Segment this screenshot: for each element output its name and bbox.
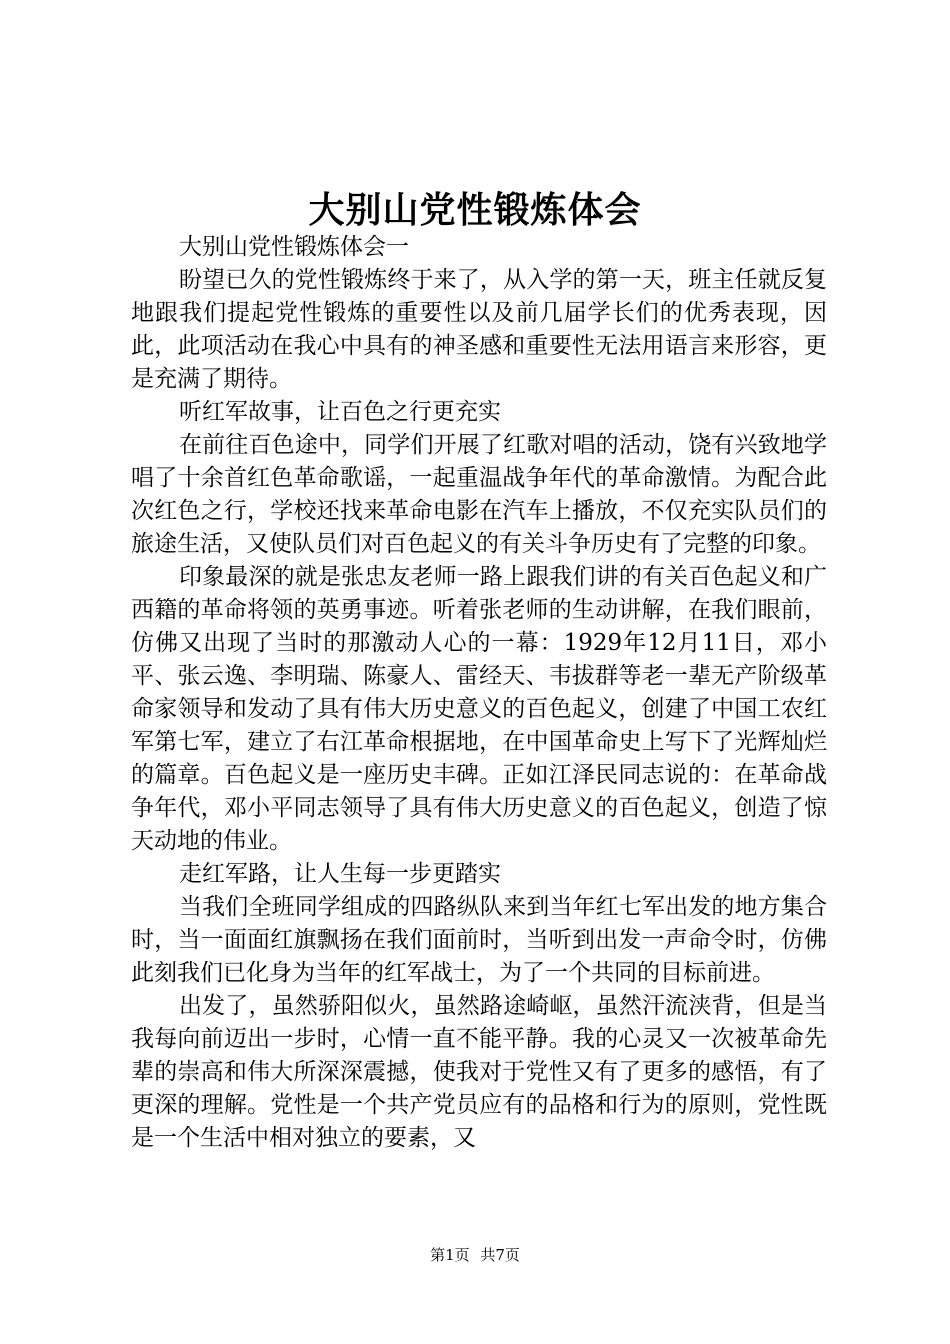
page-footer — [0, 1245, 950, 1265]
paragraph: 在前往百色途中，同学们开展了红歌对唱的活动，饶有兴致地学唱了十余首红色革命歌谣，一起重温战争年代的革命激情。为配合此次红色之行，学校还找来革命电影在汽车上播放，不仅充实队员们的旅途生活，又使队员们对百色起义的有关斗争历史有了完整的印象。 — [131, 432, 827, 557]
paragraph: 当我们全班同学组成的四路纵队来到当年红七军出发的地方集合时，当一面面红旗飘扬在我们面前时，当听到出发一声命令时，仿佛此刻我们已化身为当年的红军战士，为了一个共同的目标前进。 — [131, 894, 827, 986]
paragraph: 出发了，虽然骄阳似火，虽然路途崎岖，虽然汗流浃背，但是当我每向前迈出一步时，心情一直不能平静。我的心灵又一次被革命先辈的崇高和伟大所深深震撼，使我对于党性又有了更多的感悟，有了更深的理解。党性是一个共产党员应有的品格和行为的原则，党性既是一个生活中相对独立的要素，又 — [131, 993, 827, 1151]
document-title: 大别山党性锻炼体会 — [308, 189, 642, 231]
page-number: 第1页 — [430, 1246, 470, 1264]
document-body — [131, 231, 827, 1155]
page-total: 共7页 — [480, 1246, 520, 1264]
section-heading: 走红军路，让人生每一步更踏实 — [179, 861, 501, 887]
paragraph: 印象最深的就是张忠友老师一路上跟我们讲的有关百色起义和广西籍的革命将领的英勇事迹。听着张老师的生动讲解，在我们眼前，仿佛又出现了当时的那激动人心的一幕：1929年12月11日，邓小平、张云逸、李明瑞、陈豪人、雷经天、韦拔群等老一辈无产阶级革命家领导和发动了具有伟大历史意义的百色起义，创建了中国工农红军第七军，建立了右江革命根据地，在中国革命史上写下了光辉灿烂的篇章。百色起义是一座历史丰碑。正如江泽民同志说的：在革命战争年代，邓小平同志领导了具有伟大历史意义的百色起义，创造了惊天动地的伟业。 — [131, 564, 827, 854]
paragraph: 盼望已久的党性锻炼终于来了，从入学的第一天，班主任就反复地跟我们提起党性锻炼的重要性以及前几届学长们的优秀表现，因此，此项活动在我心中具有的神圣感和重要性无法用语言来形容，更是充满了期待。 — [131, 267, 827, 392]
section-heading: 听红军故事，让百色之行更充实 — [179, 399, 501, 425]
paragraph-subtitle: 大别山党性锻炼体会一 — [179, 234, 409, 260]
